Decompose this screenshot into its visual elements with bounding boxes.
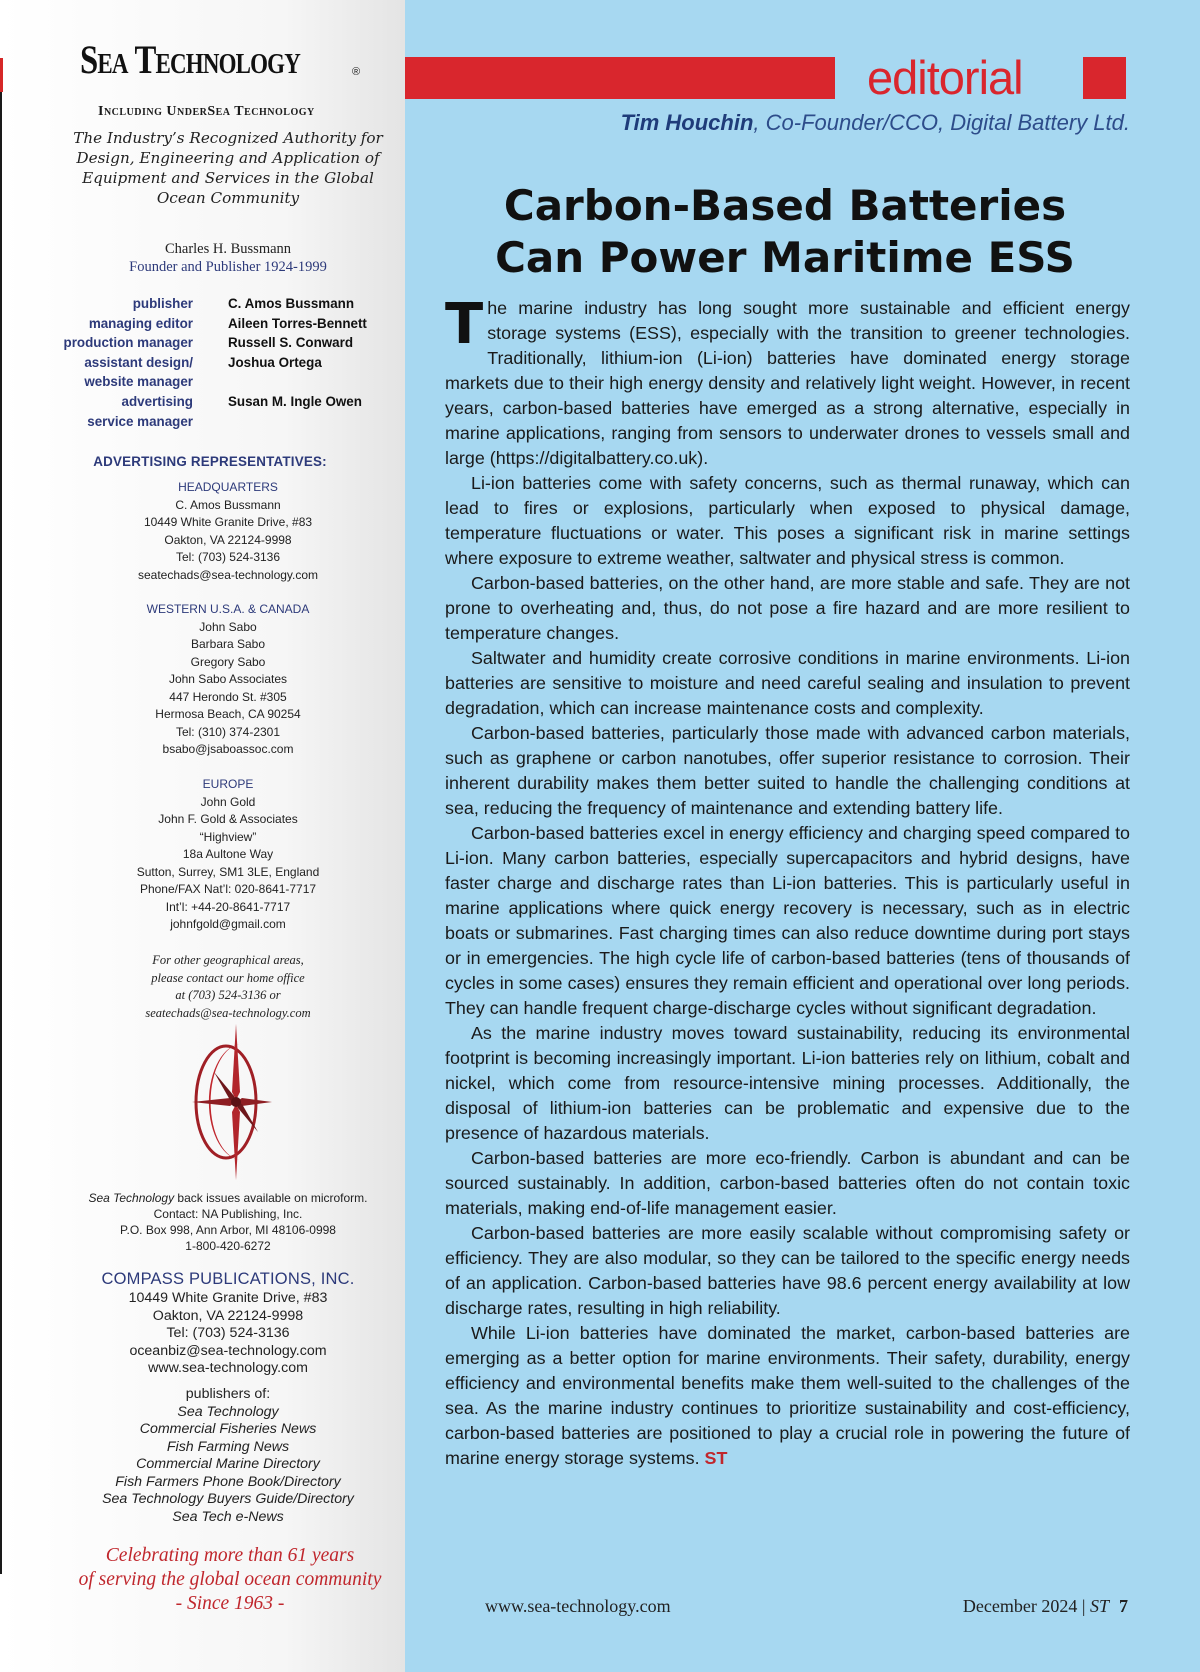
magazine-abbrev: ST [1089, 1596, 1109, 1616]
paragraph-text: While Li-ion batteries have dominated the market, carbon-based batteries are emerging as a better option for marine environments. Their safety, durability, energy efficiency and environmental benefits make them well-suited to the challenges of the sea. As the marine industry continues to prioritize sustainability and cost-efficiency, carbon-based batteries are positioned to play a crucial role in powering the future of marine energy storage systems. [445, 1323, 1130, 1468]
staff-name: Aileen Torres-Bennett [228, 315, 367, 331]
publication-item: Fish Farmers Phone Book/Directory [115, 1473, 341, 1490]
footer-issue [963, 1596, 1128, 1617]
article-body [445, 292, 1130, 1471]
registered-mark: ® [352, 66, 361, 78]
staff-row [30, 353, 400, 373]
publication-item: Sea Tech e-News [172, 1508, 284, 1525]
article-paragraph: As the marine industry moves toward sustainability, reducing its environmental footprint is becoming increasingly important. Li-ion batteries rely on lithium, cobalt and nickel, which come from resource-intensive mining processes. Additionally, the disposal of lithium-ion batteries can be problematic and expensive due to the presence of hazardous materials. [445, 1023, 1130, 1143]
author-name: Tim Houchin [620, 110, 754, 135]
note-line: please contact our home office [151, 970, 305, 985]
region-headquarters [20, 479, 436, 584]
company-website[interactable]: www.sea-technology.com [148, 1360, 308, 1376]
founder-name: Charles H. Bussmann [164, 241, 292, 257]
article-paragraph: Carbon-based batteries excel in energy efficiency and charging speed compared to Li-ion. Many carbon batteries, especially supercapacitors and hybrid designs, have faster charge and discharge rates than Li-ion batteries. This is particularly useful in marine applications where quick energy recovery is necessary, such as in electric boats or submarines. Fast charging times can also reduce downtime during port stays or in emergencies. The high cycle life of carbon-based batteries (tens of thousands of cycles in some cases) ensures they remain efficient and operational over long periods. They can handle frequent charge-discharge cycles without significant degradation. [445, 823, 1130, 1018]
region-line: John Sabo [199, 619, 257, 634]
region-line: Phone/FAX Nat’l: 020-8641-7717 [139, 882, 317, 896]
compass-rose-logo [184, 1022, 274, 1182]
region-email[interactable]: johnfgold@gmail.com [170, 917, 286, 931]
region-email[interactable]: seatechads@sea-technology.com [137, 567, 319, 582]
back-issues-line: Contact: NA Publishing, Inc. [153, 1207, 303, 1221]
staff-row [30, 372, 400, 392]
masthead-tagline: The Industry’s Recognized Authority for Design, Engineering and Application of Equipment and Services in the Global Ocean Community [73, 129, 383, 207]
founder-title: Founder and Publisher 1924-1999 [129, 259, 327, 275]
region-line: Gregory Sabo [190, 654, 266, 669]
region-line: 18a Aultone Way [182, 847, 274, 861]
region-line: 447 Herondo St. #305 [169, 689, 287, 704]
masthead-column [0, 0, 405, 1672]
article-paragraph: Carbon-based batteries, particularly those made with advanced carbon materials, such as graphene or carbon nanotubes, offer superior resistance to corrosion. Their inherent durability makes them better suited to handle the challenging conditions at sea, reducing the frequency of maintenance and extending battery life. [445, 723, 1130, 818]
back-issues-line [20, 1190, 436, 1206]
region-line: John Gold [200, 794, 256, 809]
section-red-box [1083, 57, 1126, 99]
region-line: Hermosa Beach, CA 90254 [155, 707, 301, 721]
company-email[interactable]: oceanbiz@sea-technology.com [129, 1342, 327, 1359]
region-line: “Highview” [199, 829, 257, 844]
company-name: COMPASS PUBLICATIONS, INC. [101, 1270, 355, 1288]
region-line: Oakton, VA 22124-9998 [164, 532, 292, 547]
author-title: , Co-Founder/CCO, Digital Battery Ltd. [753, 110, 1130, 135]
publications-list [20, 1386, 436, 1526]
page-edge-red-mark [0, 58, 3, 92]
logo-subtitle: Including UnderSea Technology [98, 104, 315, 119]
compass-publications-block [20, 1268, 436, 1378]
staff-role: website manager [84, 374, 193, 390]
note-line: at (703) 524-3136 or [175, 988, 281, 1002]
other-areas-note [20, 952, 436, 1022]
region-title: HEADQUARTERS [178, 480, 278, 494]
logo-text: Sea Technology [80, 37, 300, 82]
region-western [20, 601, 436, 759]
advertising-heading: ADVERTISING REPRESENTATIVES: [93, 454, 327, 469]
note-line: For other geographical areas, [152, 953, 304, 967]
back-issues-note [20, 1190, 436, 1254]
staff-row [30, 294, 400, 314]
company-line: 10449 White Granite Drive, #83 [128, 1290, 328, 1306]
staff-row [30, 333, 400, 353]
staff-name: Russell S. Conward [228, 335, 354, 351]
staff-row [30, 314, 400, 334]
region-line: 10449 White Granite Drive, #83 [143, 515, 313, 529]
publication-item: Sea Technology Buyers Guide/Directory [102, 1491, 354, 1507]
article-paragraph [445, 292, 1130, 471]
article-title [405, 180, 1165, 284]
region-line: Tel: (310) 374-2301 [175, 724, 281, 739]
slogan-line: of serving the global ocean community [78, 1569, 382, 1590]
staff-name: Susan M. Ingle Owen [228, 393, 362, 409]
region-email[interactable]: bsabo@jsaboassoc.com [162, 742, 294, 756]
note-line[interactable]: seatechads@sea-technology.com [145, 1005, 311, 1020]
publication-item: Commercial Fisheries News [139, 1421, 317, 1437]
back-issues-line: P.O. Box 998, Ann Arbor, MI 48106-0998 [120, 1223, 336, 1237]
region-line: John Sabo Associates [168, 672, 288, 686]
region-europe [20, 776, 436, 934]
staff-role: managing editor [88, 315, 193, 331]
staff-role: service manager [87, 413, 193, 429]
publication-item: Sea Technology [177, 1403, 279, 1420]
company-line: Oakton, VA 22124-9998 [152, 1307, 304, 1324]
anniversary-slogan [70, 1544, 390, 1616]
article-paragraph: Carbon-based batteries are more eco-friendly. Carbon is abundant and can be sourced sustainably. In addition, carbon-based batteries often do not contain toxic materials, making end-of-life management easier. [445, 1148, 1130, 1218]
section-label: editorial [867, 51, 1023, 104]
article-paragraph: Carbon-based batteries are more easily scalable without compromising safety or efficiency. They are also modular, so they can be tailored to the specific energy needs of an application. Carbon-based batteries have 98.6 percent energy availability at low discharge rates, resulting in high reliability. [445, 1223, 1130, 1318]
region-line: Tel: (703) 524-3136 [175, 550, 281, 564]
end-mark: ST [704, 1448, 728, 1468]
region-line: Sutton, Surrey, SM1 3LE, England [136, 864, 320, 879]
staff-role: advertising [121, 393, 193, 409]
paragraph-text: he marine industry has long sought more sustainable and efficient energy storage systems (ESS), especially with the transition to greener technologies. Traditionally, lithium-ion (Li-ion) batteries have dominated energy storage markets due to their high energy density and relatively light weight. However, in recent years, carbon-based batteries have emerged as a strong alternative, especially in marine applications, ranging from sensors to underwater drones to vessels small and large (https://digitalbattery.co.uk). [445, 298, 1130, 468]
region-line: Int’l: +44-20-8641-7717 [165, 899, 291, 914]
page-number: 7 [1119, 1596, 1128, 1616]
section-red-bar [405, 57, 835, 99]
staff-list [30, 294, 400, 431]
staff-role: publisher [132, 296, 193, 311]
article-paragraph [445, 1321, 1130, 1471]
magazine-name: Sea Technology [88, 1191, 175, 1205]
region-line: C. Amos Bussmann [175, 497, 281, 512]
staff-name: C. Amos Bussmann [228, 296, 354, 311]
page-edge-line [0, 58, 2, 1574]
back-issues-text: back issues available on microform. [174, 1191, 368, 1205]
article-paragraph: Carbon-based batteries, on the other hand, are more stable and safe. They are not prone to overheating and, thus, do not pose a fire hazard and are more resilient to temperature changes. [445, 573, 1130, 643]
region-title: EUROPE [202, 777, 254, 791]
publication-item: Commercial Marine Directory [136, 1456, 320, 1472]
slogan-line: Celebrating more than 61 years [105, 1545, 355, 1566]
staff-row [30, 392, 400, 412]
issue-date: December 2024 | [962, 1596, 1086, 1616]
slogan-line: - Since 1963 - [175, 1593, 285, 1614]
editorial-panel [405, 0, 1200, 1672]
staff-row [30, 412, 400, 432]
region-title: WESTERN U.S.A. & CANADA [146, 602, 310, 616]
sea-technology-logo [80, 36, 380, 119]
staff-role: production manager [63, 335, 193, 351]
region-line: John F. Gold & Associates [158, 812, 298, 826]
publications-heading: publishers of: [185, 1386, 271, 1402]
article-paragraph: Saltwater and humidity create corrosive conditions in marine environments. Li-ion batteries are sensitive to moisture and need careful sealing and insulation to prevent degradation, which can increase maintenance costs and complexity. [445, 648, 1130, 718]
author-byline [621, 110, 1130, 136]
region-line: Barbara Sabo [190, 637, 266, 651]
title-line: Can Power Maritime ESS [495, 233, 1075, 282]
article-paragraph: Li-ion batteries come with safety concerns, such as thermal runaway, which can lead to fires or explosions, particularly when exposed to physical damage, temperature fluctuations or water. This poses a significant risk in marine settings where exposure to extreme weather, saltwater and physical stress is common. [445, 473, 1130, 568]
footer-website[interactable]: www.sea-technology.com [485, 1596, 671, 1616]
staff-role: assistant design/ [84, 354, 193, 370]
staff-name: Joshua Ortega [228, 354, 322, 370]
drop-cap: T [445, 292, 484, 357]
founder-block [70, 240, 386, 276]
publication-item: Fish Farming News [166, 1438, 290, 1455]
title-line: Carbon-Based Batteries [503, 181, 1067, 230]
back-issues-line: 1-800-420-6272 [185, 1239, 271, 1253]
company-line: Tel: (703) 524-3136 [166, 1325, 290, 1341]
